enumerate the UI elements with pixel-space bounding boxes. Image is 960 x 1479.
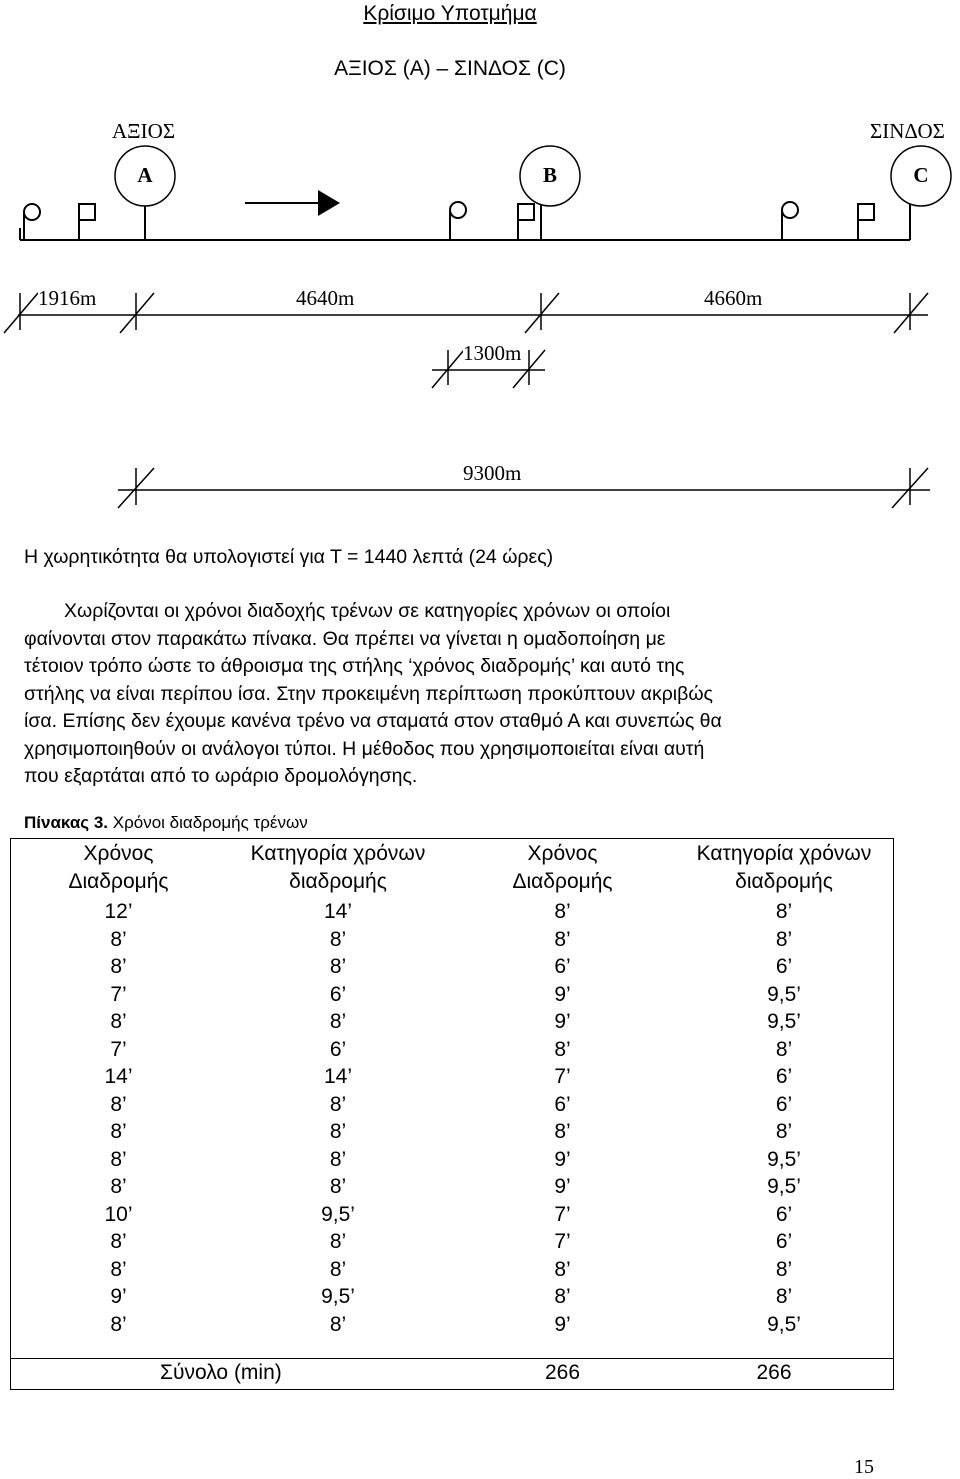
dimension-slash: [4, 293, 38, 333]
table-cell: 8’: [110, 927, 127, 951]
direction-arrow-icon: [318, 190, 340, 216]
table-cell: 6’: [554, 955, 571, 978]
table-cell: 6’: [775, 1230, 793, 1253]
table-row: [12, 1311, 894, 1339]
table-row: [12, 926, 894, 954]
table-cell: 8’: [554, 1257, 571, 1281]
table-cell: 8’: [554, 927, 571, 951]
station-c-label: C: [913, 163, 929, 187]
table-total-divider: [10, 1358, 894, 1359]
table-row: [12, 898, 894, 926]
table-row: [12, 981, 894, 1009]
table-cell: 8’: [775, 1285, 793, 1308]
signal-circle-icon: [782, 202, 798, 240]
table-cell: 7’: [554, 1202, 571, 1226]
table-cell: 8’: [110, 1147, 127, 1171]
dimension-slash: [894, 293, 928, 333]
table-cell: 6’: [329, 982, 347, 1006]
distance-seg3-label: 4660m: [704, 286, 763, 310]
table-cell: 6’: [329, 1037, 347, 1061]
station-a-label: A: [137, 163, 153, 187]
table-cell: 9,5’: [767, 1175, 801, 1198]
table-cell: 9’: [554, 1312, 571, 1336]
table-cell: 8’: [329, 1147, 347, 1171]
table-row: [12, 1118, 894, 1146]
table-total-label: Σύνολο (min): [160, 1361, 282, 1384]
table-cell: 14’: [104, 1065, 133, 1088]
distance-total-label: 9300m: [463, 461, 522, 485]
table-row: [12, 1008, 894, 1036]
table-cell: 8’: [775, 1037, 793, 1061]
signal-square-icon: [858, 204, 874, 240]
page-subtitle: ΑΞΙΟΣ (A) – ΣΙΝΔΟΣ (C): [334, 57, 566, 80]
table-cell: 7’: [110, 1037, 127, 1061]
right-region-label: ΣΙΝΔΟΣ: [870, 119, 945, 143]
table-cell: 8’: [775, 1257, 793, 1281]
table-cell: 8’: [554, 1037, 571, 1061]
table-cell: 8’: [329, 1312, 347, 1336]
table-cell: 8’: [554, 1285, 571, 1308]
table-cell: 9’: [554, 1175, 571, 1198]
table-cell: 9’: [110, 1285, 127, 1308]
table-total-col3: 266: [544, 1361, 581, 1384]
table-cell: 8’: [110, 1175, 127, 1198]
table-caption-text: Χρόνοι διαδρομής τρένων: [108, 813, 308, 832]
paragraph-line: τέτοιον τρόπο ώστε το άθροισμα της στήλης ‘χρόνος διαδρομής’ και αυτό της: [24, 655, 685, 677]
table-cell: 7’: [554, 1065, 571, 1088]
table-cell: 12’: [104, 900, 133, 923]
distance-seg1-label: 1916m: [38, 286, 97, 310]
table-caption: [24, 813, 308, 833]
table-cell: 9,5’: [767, 1010, 801, 1033]
table-header-cell: Χρόνος Διαδρομής: [68, 842, 169, 893]
table-cell: 8’: [110, 1092, 127, 1116]
table-row: [12, 1283, 894, 1311]
table-total-col4: 266: [756, 1361, 792, 1384]
signal-square-icon: [518, 204, 534, 240]
page-number: 15: [854, 1456, 874, 1478]
table-cell: 8’: [110, 1010, 127, 1033]
table-cell: 6’: [775, 1092, 793, 1116]
table-cell: 9,5’: [321, 1285, 355, 1308]
table-row: [12, 1173, 894, 1201]
table-cell: 9’: [554, 1147, 571, 1171]
table-caption-number: Πίνακας 3.: [24, 813, 109, 832]
table-cell: 7’: [110, 982, 127, 1006]
table-cell: 6’: [775, 1065, 793, 1088]
table-cell: 8’: [329, 1230, 347, 1253]
table-cell: 9’: [554, 1010, 571, 1033]
table-row: [12, 1228, 894, 1256]
table-cell: 9,5’: [767, 982, 801, 1006]
table-cell: 8’: [110, 955, 127, 978]
table-cell: 6’: [554, 1092, 571, 1116]
distance-seg2-label: 4640m: [296, 286, 355, 310]
capacity-line: Η χωρητικότητα θα υπολογιστεί για Τ = 1440 λεπτά (24 ώρες): [24, 546, 554, 568]
table-header-cell: Κατηγορία χρόνων διαδρομής: [250, 842, 426, 893]
table-cell: 10’: [104, 1202, 133, 1226]
signal-square-icon: [79, 204, 95, 240]
table-row: [12, 1201, 894, 1229]
dimension-slash: [525, 293, 559, 333]
table-cell: 6’: [775, 1202, 793, 1226]
paragraph-line: στήλης να είναι περίπου ίσα. Στην προκειμένη περίπτωση προκύπτουν ακριβώς: [24, 682, 713, 705]
paragraph-line: χρησιμοποιηθούν οι ανάλογοι τύποι. Η μέθοδος που χρησιμοποιείται είναι αυτή: [24, 737, 705, 760]
table-row: [12, 1036, 894, 1064]
station-b-label: B: [542, 163, 557, 187]
table-cell: 9,5’: [767, 1312, 801, 1336]
table-cell: 8’: [329, 1120, 347, 1143]
table-cell: 9’: [554, 982, 571, 1006]
table-cell: 8’: [775, 927, 793, 951]
table-row: [12, 1091, 894, 1119]
table-header-row: [12, 840, 894, 898]
travel-times-table: [12, 840, 894, 1338]
table-cell: 8’: [329, 1175, 347, 1198]
table-cell: 8’: [110, 1230, 127, 1253]
table-cell: 8’: [110, 1312, 127, 1336]
railway-diagram: [0, 0, 960, 520]
signal-circle-icon: [24, 204, 40, 240]
paragraph: [24, 598, 944, 791]
table-cell: 8’: [329, 927, 347, 951]
table-header-cell: Χρόνος Διαδρομής: [512, 842, 613, 893]
table-cell: 8’: [775, 900, 793, 923]
page-title: Κρίσιμο Υποτμήμα: [363, 2, 537, 25]
signal-circle-icon: [450, 202, 466, 240]
table-cell: 8’: [329, 1092, 347, 1116]
table-cell: 9,5’: [321, 1202, 355, 1226]
paragraph-line: ίσα. Επίσης δεν έχουμε κανένα τρένο να σταματά στον σταθμό Α και συνεπώς θα: [24, 710, 722, 732]
table-cell: 8’: [554, 900, 571, 923]
left-region-label: ΑΞΙΟΣ: [112, 119, 176, 143]
table-cell: 8’: [329, 955, 347, 978]
table-cell: 14’: [323, 900, 353, 923]
table-row: [12, 1063, 894, 1091]
paragraph-line: φαίνονται στον παρακάτω πίνακα. Θα πρέπει να γίνεται η ομαδοποίηση με: [24, 627, 666, 650]
table-cell: 14’: [323, 1065, 353, 1088]
table-row: [12, 1256, 894, 1284]
paragraph-line: που εξαρτάται από το ωράριο δρομολόγησης.: [24, 765, 418, 787]
dimension-slash: [120, 293, 154, 333]
table-cell: 8’: [554, 1120, 571, 1143]
table-cell: 6’: [775, 955, 793, 978]
table-cell: 8’: [775, 1120, 793, 1143]
table-cell: 7’: [554, 1230, 571, 1253]
table-cell: 9,5’: [767, 1147, 801, 1171]
table-cell: 8’: [110, 1257, 127, 1281]
table-cell: 8’: [329, 1010, 347, 1033]
table-header-cell: Κατηγορία χρόνων διαδρομής: [696, 842, 872, 893]
paragraph-line: Χωρίζονται οι χρόνοι διαδοχής τρένων σε κατηγορίες χρόνων οι οποίοι: [64, 600, 671, 622]
table-row: [12, 1146, 894, 1174]
table-row: [12, 953, 894, 981]
table-cell: 8’: [329, 1257, 347, 1281]
table-cell: 8’: [110, 1120, 127, 1143]
distance-overlap-label: 1300m: [463, 341, 522, 365]
